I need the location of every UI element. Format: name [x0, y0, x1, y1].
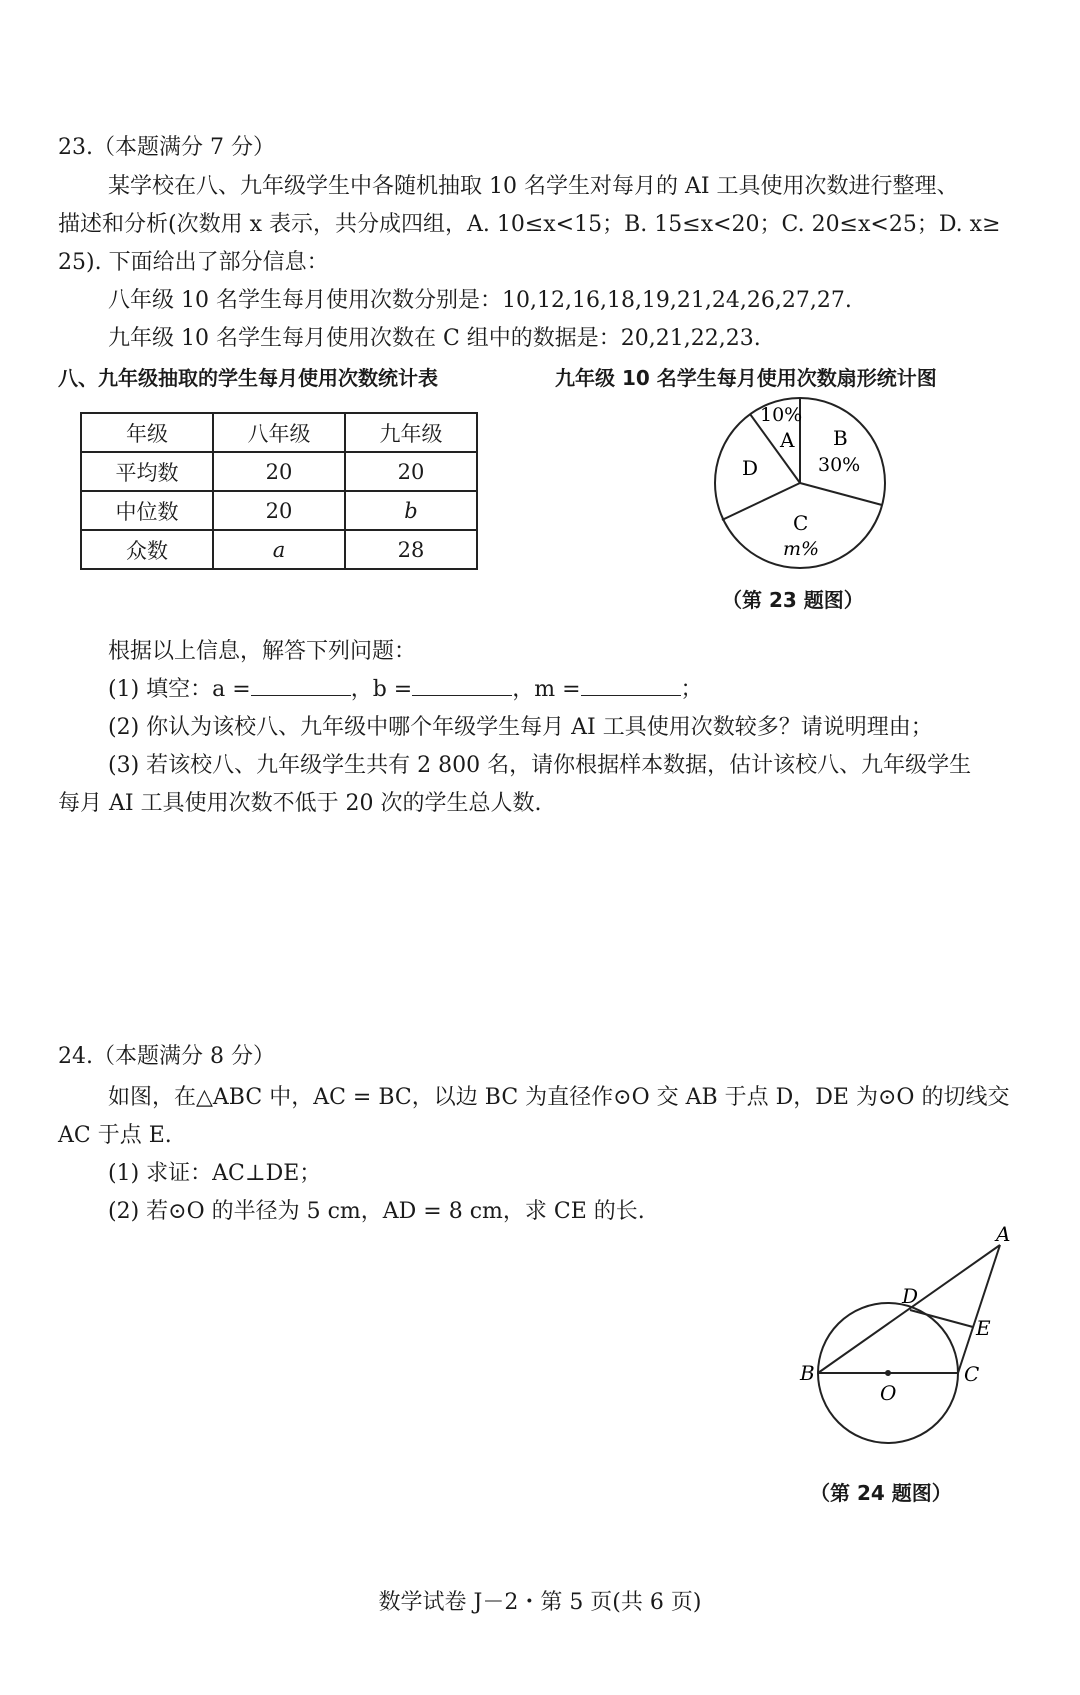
pie-divider-bc [800, 483, 882, 505]
geometry-figure [780, 1225, 1020, 1465]
table-row [81, 452, 477, 491]
q23-sub3-line1: (3) 若该校八、九年级学生共有 2 800 名，请你根据样本数据，估计该校八、九年级学生 [108, 753, 972, 778]
answer-blank-a[interactable] [251, 675, 351, 696]
q23-paragraph-2: 描述和分析(次数用 x 表示，共分成四组，A. 10≤x<15；B. 15≤x<20；C. 20≤x<25；D. x≥ [58, 212, 1001, 237]
pie-label-a: A [780, 428, 795, 452]
table-cell: 平均数 [81, 452, 213, 491]
table-cell: 中位数 [81, 491, 213, 530]
q23-paragraph-1: 某学校在八、九年级学生中各随机抽取 10 名学生对每月的 AI 工具使用次数进行整理、 [108, 174, 959, 199]
table-cell: 20 [213, 452, 345, 491]
pie-label-a-value: 10% [760, 404, 803, 426]
table-title: 八、九年级抽取的学生每月使用次数统计表 [58, 366, 438, 390]
pie-title: 九年级 10 名学生每月使用次数扇形统计图 [555, 366, 937, 390]
q23-grade9-data: 九年级 10 名学生每月使用次数在 C 组中的数据是：20,21,22,23. [108, 326, 761, 351]
q23-sub2: (2) 你认为该校八、九年级中哪个年级学生每月 AI 工具使用次数较多？请说明理由； [108, 715, 933, 740]
tangent-de [910, 1310, 973, 1327]
point-label-a: A [996, 1225, 1011, 1246]
table-cell: 20 [213, 491, 345, 530]
pie-divider-cd [722, 483, 800, 520]
q23-sub1 [108, 675, 703, 705]
table-cell: 20 [345, 452, 477, 491]
pie-chart [700, 395, 900, 575]
sub1-m: ，m = [512, 677, 581, 702]
pie-label-c: C [793, 511, 809, 535]
pie-label-c-value: m% [783, 538, 820, 560]
pie-caption: （第 23 题图） [722, 588, 864, 612]
q23-paragraph-3: 25). 下面给出了部分信息： [58, 250, 329, 275]
q23-sub3-line2: 每月 AI 工具使用次数不低于 20 次的学生总人数. [58, 791, 542, 816]
table-cell: a [213, 530, 345, 569]
q24-paragraph-2: AC 于点 E. [58, 1123, 172, 1148]
geometry-caption: （第 24 题图） [810, 1481, 952, 1505]
table-cell: 众数 [81, 530, 213, 569]
point-label-d: D [902, 1284, 919, 1308]
table-header-cell: 八年级 [213, 413, 345, 452]
table-header-row [81, 413, 477, 452]
pie-label-b: B [833, 426, 848, 450]
answer-blank-b[interactable] [412, 675, 512, 696]
table-row [81, 491, 477, 530]
q23-grade8-data: 八年级 10 名学生每月使用次数分别是：10,12,16,18,19,21,24,26,27,27. [108, 288, 852, 313]
table-cell: b [345, 491, 477, 530]
q23-intro: 根据以上信息，解答下列问题： [108, 639, 417, 664]
stats-table [80, 412, 478, 570]
q24-paragraph-1: 如图，在△ABC 中，AC = BC，以边 BC 为直径作⊙O 交 AB 于点 D，DE 为⊙O 的切线交 [108, 1085, 1010, 1110]
q23-header: 23.（本题满分 7 分） [58, 135, 275, 160]
pie-label-b-value: 30% [818, 454, 861, 476]
table-cell: 28 [345, 530, 477, 569]
segment-ac [958, 1245, 1000, 1373]
point-label-e: E [976, 1316, 991, 1340]
sub1-end: ； [680, 677, 703, 702]
segment-ab [818, 1245, 1000, 1373]
q24-header: 24.（本题满分 8 分） [58, 1044, 275, 1069]
table-header-cell: 年级 [81, 413, 213, 452]
pie-label-d: D [742, 456, 759, 480]
sub1-prefix: (1) 填空：a = [108, 677, 251, 702]
point-label-c: C [964, 1362, 980, 1386]
table-header-cell: 九年级 [345, 413, 477, 452]
page-footer: 数学试卷 J－2・第 5 页(共 6 页) [378, 1590, 702, 1615]
q24-sub1: (1) 求证：AC⊥DE； [108, 1161, 322, 1186]
q24-sub2: (2) 若⊙O 的半径为 5 cm，AD = 8 cm，求 CE 的长. [108, 1199, 645, 1224]
table-row [81, 530, 477, 569]
center-point [885, 1370, 891, 1376]
point-label-o: O [880, 1381, 897, 1405]
point-label-b: B [800, 1361, 815, 1385]
answer-blank-m[interactable] [581, 675, 681, 696]
sub1-b: ，b = [350, 677, 413, 702]
